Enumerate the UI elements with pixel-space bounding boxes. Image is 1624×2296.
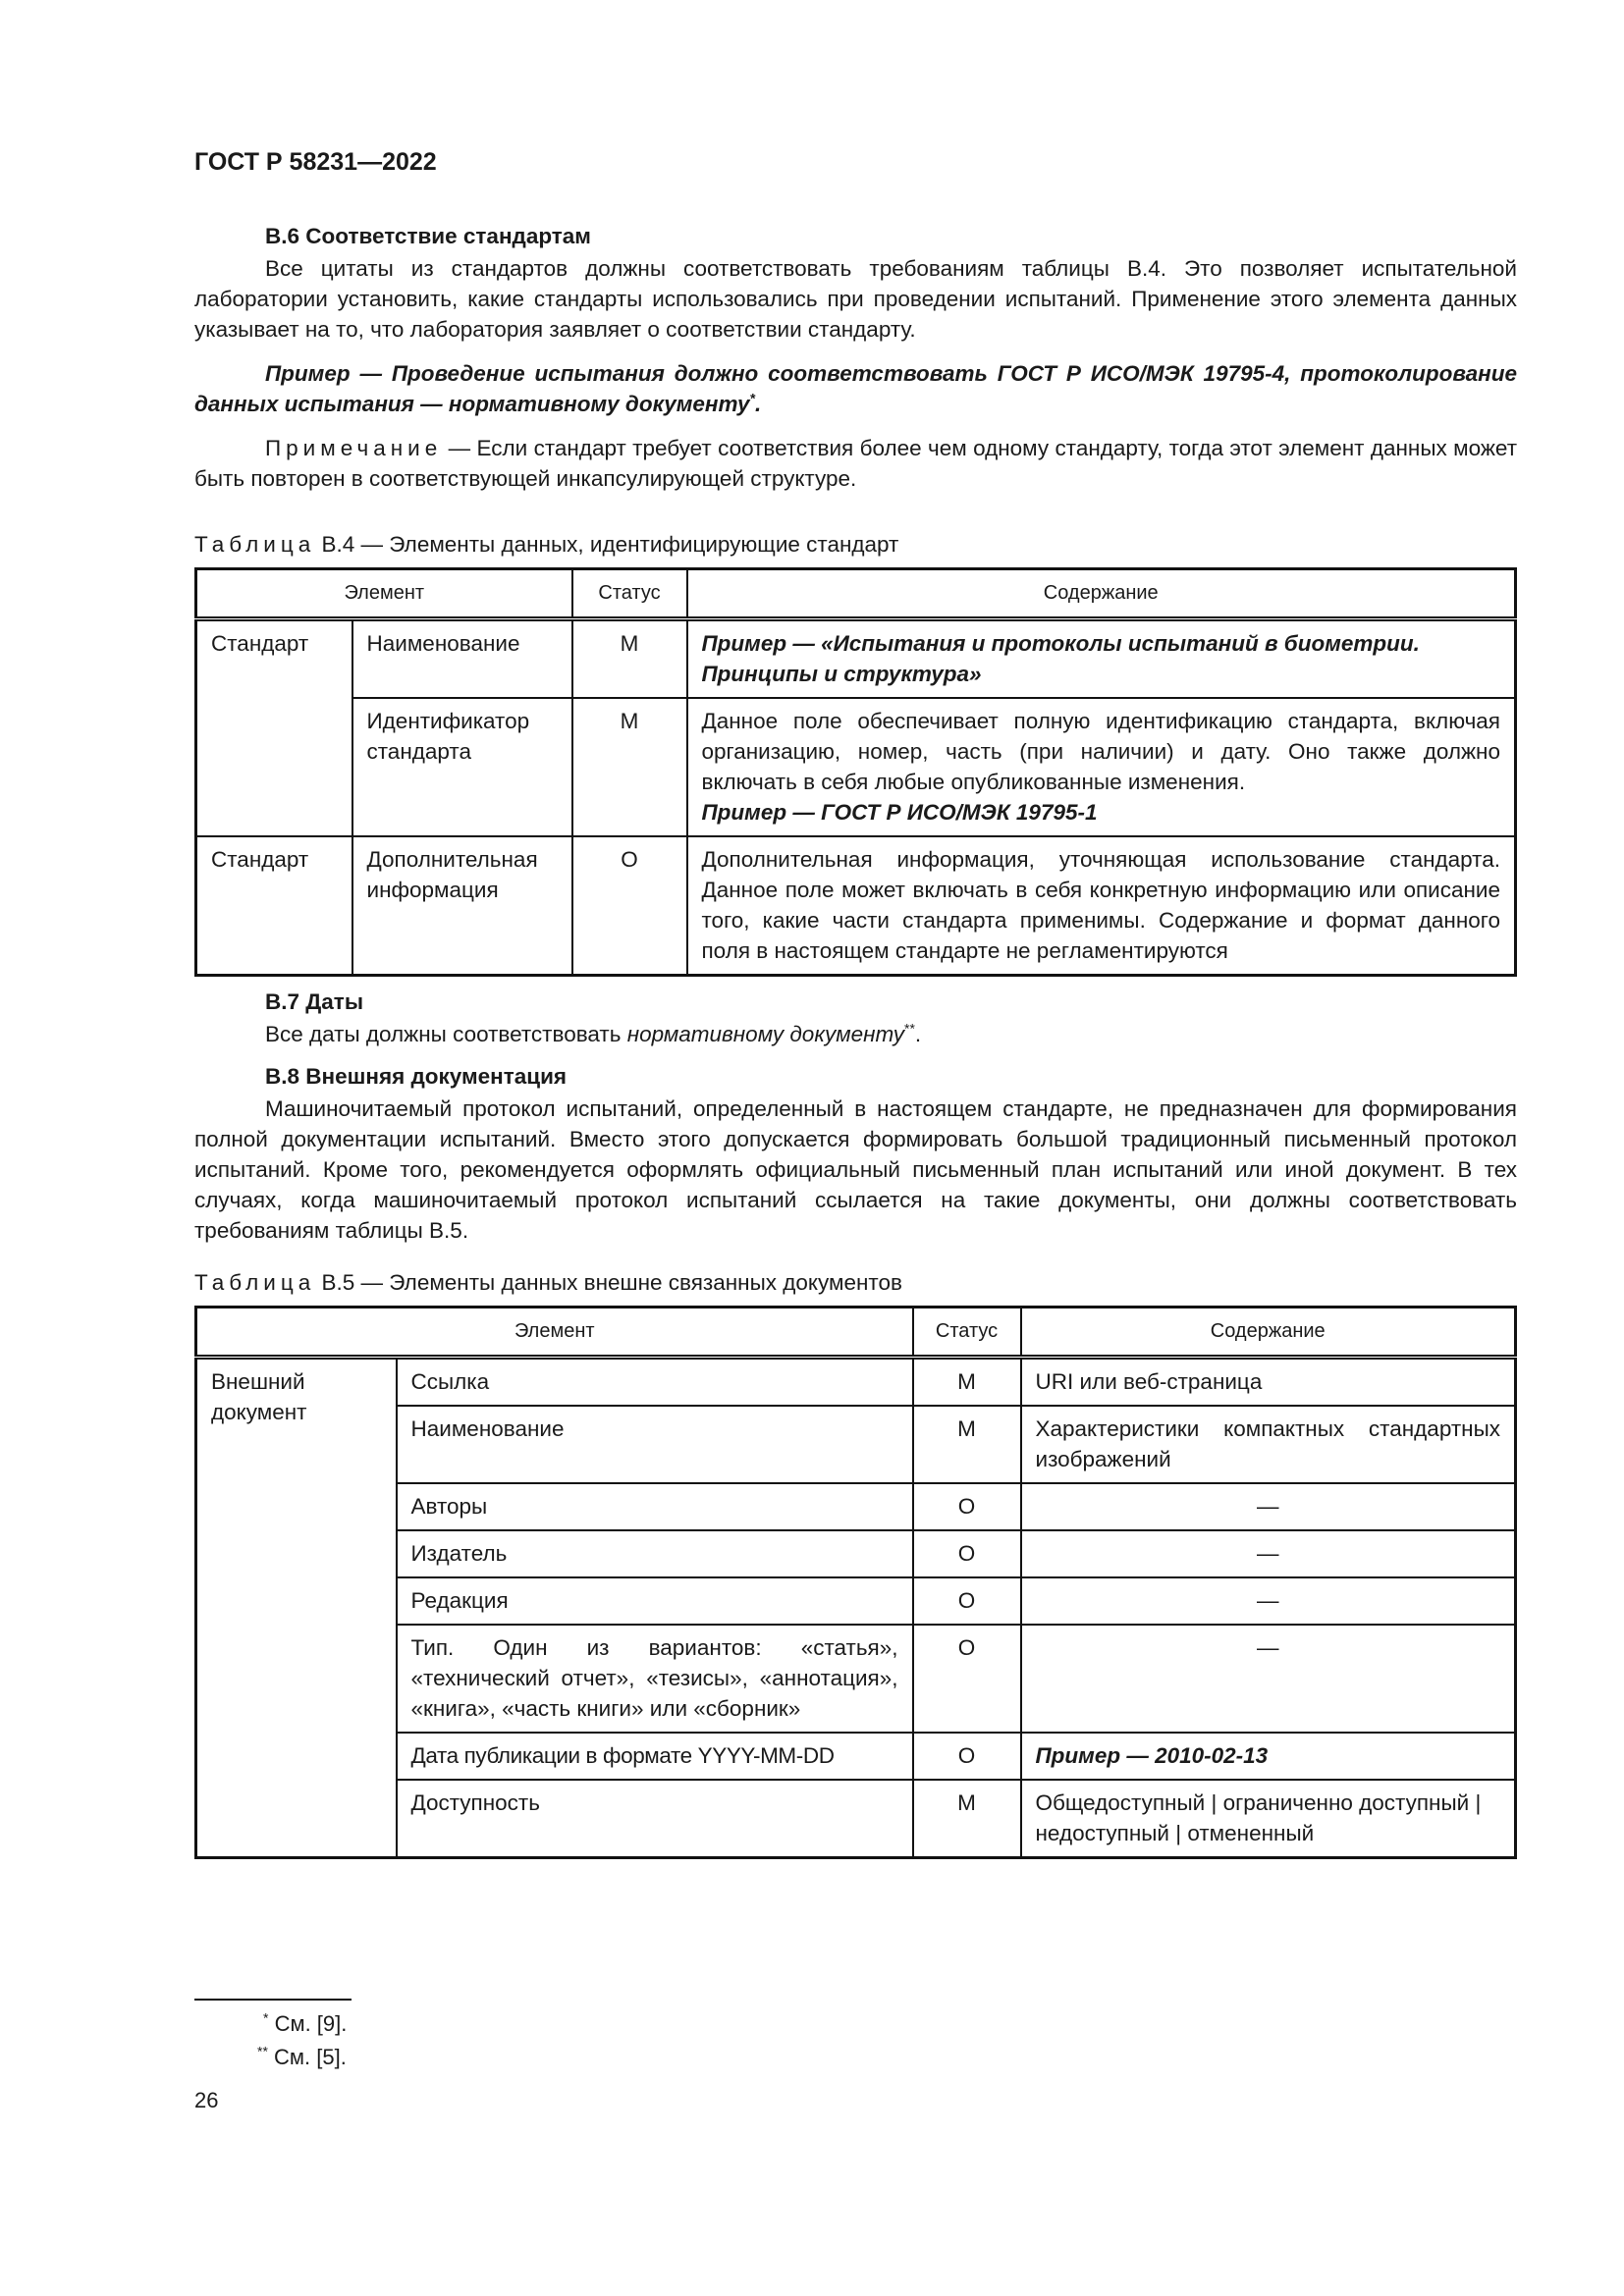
status-cell: О bbox=[913, 1625, 1021, 1733]
section-b6-text: Все цитаты из стандартов должны соответствовать требованиям таблицы В.4. Это позволяет испытательной лаборатории установить, какие стандарты использовались при проведении испытаний. Применение этого элемента данных указывает на то, что лаборатория заявляет о соответствии стандарту. bbox=[194, 256, 1517, 342]
header-element: Элемент bbox=[196, 569, 572, 619]
b7-text: Все даты должны соответствовать bbox=[265, 1022, 627, 1046]
content-example: Пример — ГОСТ Р ИСО/МЭК 19795-1 bbox=[701, 800, 1098, 825]
status-cell: О bbox=[913, 1577, 1021, 1625]
table-b4 bbox=[194, 567, 1517, 977]
element-cell: Редакция bbox=[397, 1577, 913, 1625]
content-cell: Пример — 2010-02-13 bbox=[1021, 1733, 1516, 1780]
content-cell: — bbox=[1021, 1577, 1516, 1625]
element-cell: Наименование bbox=[397, 1406, 913, 1483]
content-cell: — bbox=[1021, 1625, 1516, 1733]
section-b8-title: В.8 Внешняя документация bbox=[265, 1064, 568, 1089]
element-cell: Ссылка bbox=[397, 1358, 913, 1407]
content-cell: URI или веб-страница bbox=[1021, 1358, 1516, 1407]
content-cell: Дополнительная информация, уточняющая использование стандарта. Данное поле может включать в себя конкретную информацию или описание того, какие части стандарта применимы. Содержание и формат данного поля в настоящем стандарте не регламентируются bbox=[687, 836, 1516, 976]
note-text: — Если стандарт требует соответствия более чем одному стандарту, тогда этот элемент данных может быть повторен в соответствующей инкапсулирующей структуре. bbox=[194, 436, 1517, 491]
footnote-mark: ** bbox=[257, 2043, 268, 2059]
element-cell: Дополнительная информация bbox=[352, 836, 572, 976]
header-content: Содержание bbox=[1021, 1308, 1516, 1358]
header-element: Элемент bbox=[196, 1308, 913, 1358]
status-cell: М bbox=[913, 1780, 1021, 1858]
footnote-mark: * bbox=[263, 2009, 269, 2026]
caption-label: Таблица bbox=[194, 532, 316, 557]
element-cell: Авторы bbox=[397, 1483, 913, 1530]
table-b4-caption bbox=[194, 529, 1517, 560]
group-cell: Внешний документ bbox=[196, 1358, 397, 1858]
content-cell bbox=[687, 698, 1516, 836]
header-content: Содержание bbox=[687, 569, 1516, 619]
table-b5-caption bbox=[194, 1267, 1517, 1298]
element-cell: Идентификатор стандарта bbox=[352, 698, 572, 836]
footnote-2 bbox=[257, 2042, 347, 2072]
page-number: 26 bbox=[194, 2088, 219, 2112]
footnote-text: См. [5]. bbox=[267, 2045, 347, 2069]
status-cell: О bbox=[572, 836, 687, 976]
table-row bbox=[196, 619, 1516, 699]
footnote-separator bbox=[194, 1999, 352, 2001]
content-cell: Пример — «Испытания и протоколы испытаний в биометрии. Принципы и структура» bbox=[687, 619, 1516, 699]
b7-italic: нормативному документу bbox=[626, 1022, 905, 1046]
caption-text: В.4 — Элементы данных, идентифицирующие стандарт bbox=[315, 532, 899, 557]
footnote-ref: ** bbox=[904, 1020, 915, 1037]
content-cell: — bbox=[1021, 1530, 1516, 1577]
element-cell: Тип. Один из вариантов: «статья», «технический отчет», «тезисы», «аннотация», «книга», «часть книги» или «сборник» bbox=[397, 1625, 913, 1733]
header-status: Статус bbox=[913, 1308, 1021, 1358]
content-cell: Общедоступный | ограниченно доступный | недоступный | отмененный bbox=[1021, 1780, 1516, 1858]
table-row bbox=[196, 698, 1516, 836]
caption-text: В.5 — Элементы данных внешне связанных документов bbox=[315, 1270, 902, 1295]
status-cell: М bbox=[913, 1406, 1021, 1483]
caption-label: Таблица bbox=[194, 1270, 316, 1295]
status-cell: М bbox=[572, 619, 687, 699]
status-cell: М bbox=[913, 1358, 1021, 1407]
footnote-ref: * bbox=[749, 390, 755, 406]
table-row bbox=[196, 1358, 1516, 1407]
document-header: ГОСТ Р 58231—2022 bbox=[194, 148, 437, 176]
element-cell: Дата публикации в формате YYYY-MM-DD bbox=[397, 1733, 913, 1780]
section-b7-text bbox=[194, 1019, 1517, 1049]
footnote-text: См. [9]. bbox=[268, 2011, 348, 2036]
status-cell: М bbox=[572, 698, 687, 836]
content-cell: — bbox=[1021, 1483, 1516, 1530]
section-b7-title: В.7 Даты bbox=[265, 989, 364, 1014]
section-b6-example: Пример — Проведение испытания должно соответствовать ГОСТ Р ИСО/МЭК 19795-4, протоколирование данных испытания — нормативному документу*. bbox=[194, 361, 1517, 416]
group-cell: Стандарт bbox=[196, 836, 352, 976]
note-label: Примечание bbox=[265, 436, 443, 460]
status-cell: О bbox=[913, 1733, 1021, 1780]
section-b6-note bbox=[194, 433, 1517, 494]
element-cell: Наименование bbox=[352, 619, 572, 699]
element-cell: Издатель bbox=[397, 1530, 913, 1577]
content-text: Данное поле обеспечивает полную идентификацию стандарта, включая организацию, номер, часть (при наличии) и дату. Оно также должно включать в себя любые опубликованные изменения. bbox=[701, 709, 1500, 794]
section-b6-title: В.6 Соответствие стандартам bbox=[265, 224, 591, 248]
section-b8-text: Машиночитаемый протокол испытаний, определенный в настоящем стандарте, не предназначен для формирования полной документации испытаний. Вместо этого допускается формировать большой традиционный письменный протокол испытаний. Кроме того, рекомендуется оформлять официальный письменный план испытаний или иной документ. В тех случаях, когда машиночитаемый протокол испытаний ссылается на такие документы, они должны соответствовать требованиям таблицы В.5. bbox=[194, 1096, 1517, 1243]
header-status: Статус bbox=[572, 569, 687, 619]
content-cell: Характеристики компактных стандартных изображений bbox=[1021, 1406, 1516, 1483]
group-cell: Стандарт bbox=[196, 619, 352, 837]
table-b5 bbox=[194, 1306, 1517, 1859]
element-cell: Доступность bbox=[397, 1780, 913, 1858]
status-cell: О bbox=[913, 1483, 1021, 1530]
b7-end: . bbox=[914, 1022, 922, 1046]
status-cell: О bbox=[913, 1530, 1021, 1577]
example-text: Пример — Проведение испытания должно соответствовать ГОСТ Р ИСО/МЭК 19795-4, протоколирование данных испытания — нормативному документу bbox=[194, 361, 1517, 416]
table-row bbox=[196, 836, 1516, 976]
footnote-1 bbox=[263, 2008, 347, 2039]
